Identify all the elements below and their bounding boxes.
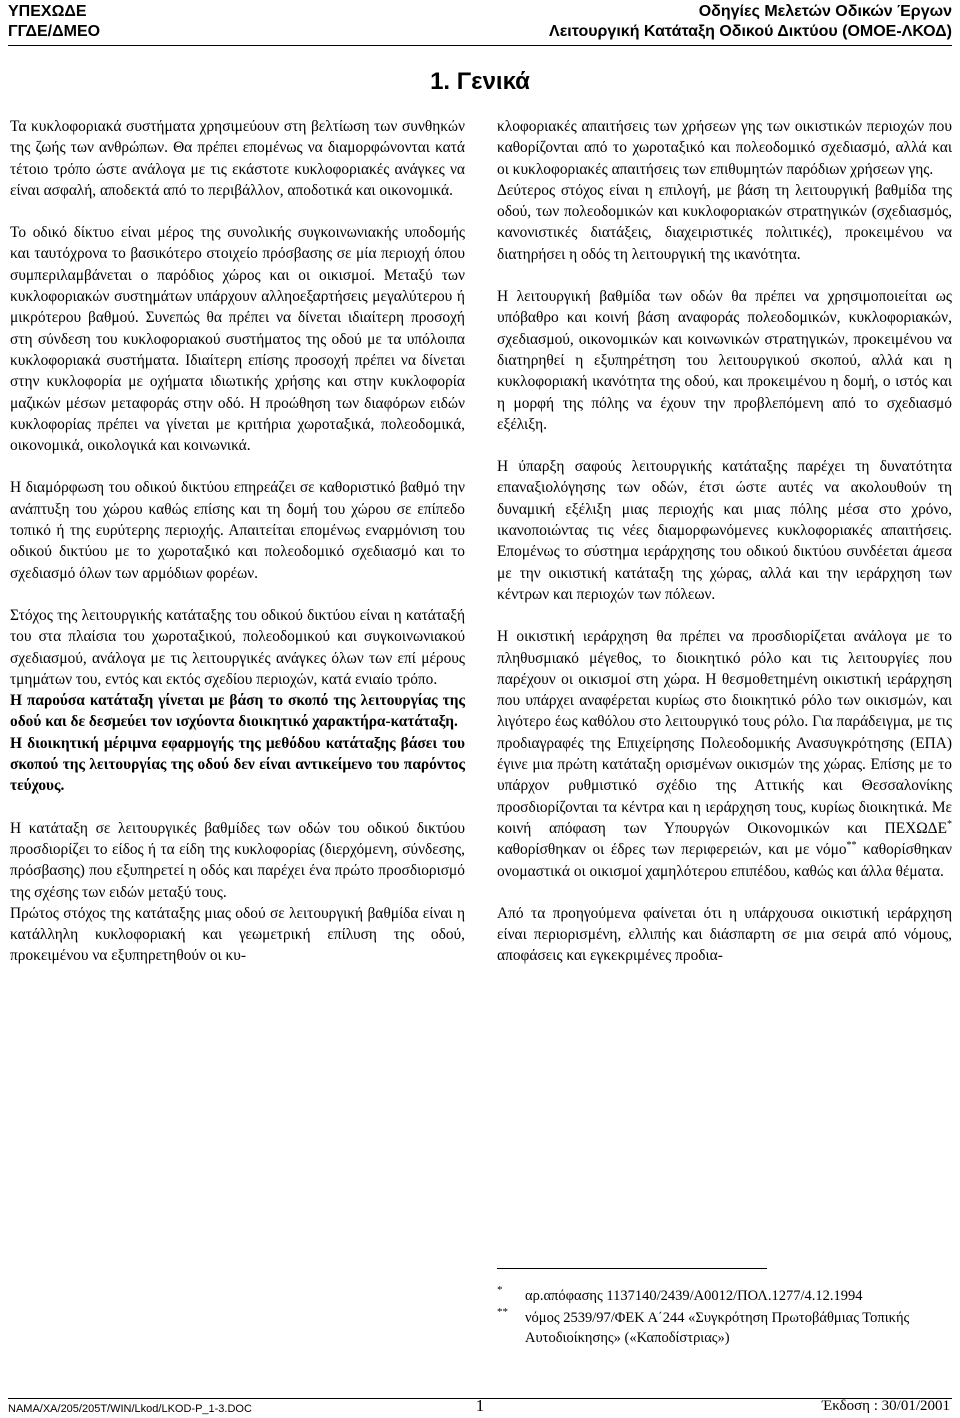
- bold-paragraph: Η διοικητική μέριμνα εφαρμογής της μεθόδου κατάταξης βάσει του σκοπού της λειτουργίας της οδού δεν είναι αντικείμενο του παρόντος τεύχους.: [10, 734, 465, 795]
- text-run: καθορίσθηκαν ονομαστικά οι οικισμοί χαμηλότερου επιπέδου, καθώς και άλλα θέματα.: [497, 841, 952, 880]
- footnote: [497, 1286, 952, 1306]
- paragraph-with-footnotes: [497, 626, 952, 882]
- paragraph: Η λειτουργική βαθμίδα των οδών θα πρέπει να χρησιμοποιείται ως υπόβαθρο και κοινή βάση αναφοράς πολεοδομικών, κυκλοφοριακών, σχεδιασμού, οικονομικών και κοινωνικών στρατηγικών, προκειμένου να διατηρηθεί η εξυπηρέτηση του λειτουργικού σκοπού, αλλά και η κυκλοφοριακή ικανότητα της οδού, και προκειμένου η δομή, ο ιστός και η μορφή της πόλης να έχουν την προβλεπόμενη από το σχεδιασμό εξέλιξη.: [497, 288, 952, 433]
- bold-paragraph: Η παρούσα κατάταξη γίνεται με βάση το σκοπό της λειτουργίας της οδού και δε δεσμεύει τον ισχύοντα διοικητικό χαρακτήρα-κατάταξη.: [10, 692, 465, 731]
- header-organization: [8, 2, 100, 42]
- header-org-line2: ΓΓΔΕ/ΔΜΕΟ: [8, 23, 101, 40]
- paragraph: Η ύπαρξη σαφούς λειτουργικής κατάταξης παρέχει τη δυνατότητα επαναξιολόγησης των οδών, έτσι ώστε αυτές να ακολουθούν τη δυναμική εξέλιξη μιας περιοχής και μιας πόλης μέσα στο χρόνο, ικανοποιώντας τις νέες διαμορφωνόμενες κυκλοφοριακές απαιτήσεις. Επομένως το σύστημα ιεράρχησης του οδικού δικτύου συνδέεται άμεσα με την οικιστική κατάταξη της χώρας, αλλά και την ιεράρχηση των κέντρων και περιοχών των πόλεων.: [497, 458, 952, 603]
- paragraph: Στόχος της λειτουργικής κατάταξης του οδικού δικτύου είναι η κατάταξή του στα πλαίσια του χωροταξικού, πολεοδομικού και συγκοινωνιακού σχεδιασμού, ανάλογα με τις λειτουργικές ανάγκες όλων των επί μέρους τμημάτων του, εντός και εκτός σχεδίου περιοχών, κατά ενιαίο τρόπο.: [10, 606, 465, 688]
- paragraph: Η διαμόρφωση του οδικού δικτύου επηρεάζει σε καθοριστικό βαθμό την ανάπτυξη του χώρου καθώς επίσης και τη δομή του χώρου σε επίπεδο τοπικό ή της ευρύτερης περιοχής. Απαιτείται επομένως εναρμόνιση του οδικού δικτύου με το χωροταξικό και πολεοδομικό σχεδιασμό και το σχεδιασμό όλων των αρμόδιων φορέων.: [10, 479, 465, 582]
- paragraph: Η κατάταξη σε λειτουργικές βαθμίδες των οδών του οδικού δικτύου προσδιορίζει το είδος ή τα είδη της κυκλοφορίας (διερχόμενη, σύνδεσης, πρόσβασης) που εξυπηρετεί η οδός και παρέχει ένα πρώτο προσδιορισμό της σχέσης των ειδών μεταξύ τους.: [10, 819, 465, 901]
- text-run: Η οικιστική ιεράρχηση θα πρέπει να προσδιορίζεται ανάλογα με το πληθυσμιακό μέγεθος, το διοικητικό ρόλο και τις λειτουργίες που παρέχουν οι οικισμοί στη χώρα. Η θεσμοθετημένη οικιστική ιεράρχηση που υπάρχει αναφέρεται κυρίως στο διοικητικό ρόλο των οικισμών, και λιγότερο έως καθόλου στο λειτουργικό τους ρόλο. Για παράδειγμα, με τις προδιαγραφές της Επιχείρησης Πολεοδομικής Ανασυγκρότησης (ΕΠΑ) έγινε μια πρώτη κατάταξη ορισμένων οικισμών της χώρας. Επίσης με το υπάρχον ρυθμιστικό σχέδιο της Αττικής και Θεσσαλονίκης προσδιορίζονται τα κέντρα και η ιεράρχηση τους, κυρίως διοικητικά. Με κοινή απόφαση των Υπουργών Οικονομικών και ΠΕΧΩΔΕ: [497, 628, 952, 837]
- header-title-line2: Λειτουργική Κατάταξη Οδικού Δικτύου (ΟΜΟΕ-ΛΚΟΔ): [549, 23, 952, 40]
- section-title: 1. Γενικά: [430, 68, 530, 95]
- footnote-text: αρ.απόφασης 1137140/2439/Α0012/ΠΟΛ.1277/4.12.1994: [525, 1288, 863, 1304]
- header-divider: [8, 45, 952, 46]
- left-column: [10, 116, 465, 967]
- paragraph: Δεύτερος στόχος είναι η επιλογή, με βάση τη λειτουργική βαθμίδα της οδού, των πολεοδομικών και κυκλοφοριακών στρατηγικών (σχεδιασμός, κανονιστικές διατάξεις, διαχειριστικές πολιτικές), προκειμένου να διατηρήσει η οδός τη λειτουργική της ικανότητα.: [497, 181, 952, 263]
- header-document-title: [549, 2, 952, 42]
- header-title-line1: Οδηγίες Μελετών Οδικών Έργων: [698, 3, 952, 20]
- paragraph: Από τα προηγούμενα φαίνεται ότι η υπάρχουσα οικιστική ιεράρχηση είναι περιορισμένη, ελλιπής και διάσπαρτη σε μια σειρά από νόμους, αποφάσεις και εγκεκριμένες προδια-: [497, 904, 952, 965]
- footer-edition-date: Έκδοση : 30/01/2001: [821, 1398, 950, 1414]
- footer-file-path: NAMA/XA/205/205T/WIN/Lkod/LKOD-P_1-3.DOC: [8, 1403, 252, 1415]
- footnote: [497, 1308, 952, 1348]
- footer-page-number: 1: [475, 1396, 485, 1415]
- right-column: [497, 116, 952, 967]
- footnote-text: νόμος 2539/97/ΦΕΚ Α΄244 «Συγκρότηση Πρωτοβάθμιας Τοπικής Αυτοδιοίκησης» («Καποδίστριας»): [525, 1310, 910, 1346]
- footnote-divider: [497, 1268, 767, 1269]
- text-run: καθορίσθηκαν οι έδρες των περιφερειών, και με νόμο: [497, 841, 847, 859]
- footnote-ref: **: [846, 840, 857, 852]
- paragraph: Το οδικό δίκτυο είναι μέρος της συνολικής συγκοινωνιακής υποδομής και ταυτόχρονα το βασικότερο στοιχείο πρόσβασης σε μία περιοχή όπου συμπεριλαμβάνεται ο παρόδιος χώρος και οι οικισμοί. Μεταξύ των κυκλοφοριακών συστημάτων υπάρχουν αλληοεξαρτήσεις μεγαλύτερου ή μικρότερου βαθμού. Συνεπώς θα πρέπει να δίνεται ιδιαίτερη προσοχή στη σύνδεση του κυκλοφοριακού συστήματος της οδού με τα υπόλοιπα κυκλοφοριακά συστήματα. Ιδιαίτερη επίσης προσοχή πρέπει να δίνεται στην κυκλοφορία με οχήματα ιδιωτικής χρήσης και στην κυκλοφορία μαζικών μέσων μεταφοράς στην οδό. Η προώθηση των διαφόρων ειδών κυκλοφορίας πρέπει να γίνεται με κριτήρια χωροταξικά, πολεοδομικά, οικονομικά, οικολογικά και κοινωνικά.: [10, 224, 465, 455]
- header-org-line1: ΥΠΕΧΩΔΕ: [8, 3, 87, 20]
- paragraph: κλοφοριακές απαιτήσεις των χρήσεων γης των οικιστικών περιοχών που καθορίζονται από το χωροταξικό και πολεοδομικό σχεδιασμό, αλλά και οι κυκλοφοριακές απαιτήσεις των επιθυμητών παρόδιων χρήσεων γης.: [497, 118, 952, 178]
- footnote-mark: *: [497, 1284, 503, 1296]
- footnote-ref: *: [947, 818, 952, 830]
- paragraph: Τα κυκλοφοριακά συστήματα χρησιμεύουν στη βελτίωση των συνθηκών της ζωής των ανθρώπων. Θα πρέπει επομένως να διαμορφώνονται κατά τέτοιο τρόπο ώστε ανάλογα με τις εκάστοτε κυκλοφοριακές ανάγκες να είναι ασφαλή, αποδεκτά από το περιβάλλον, αποδοτικά και οικονομικά.: [10, 118, 465, 199]
- paragraph: Πρώτος στόχος της κατάταξης μιας οδού σε λειτουργική βαθμίδα είναι η κατάλληλη κυκλοφοριακή και γεωμετρική επίλυση της οδού, προκειμένου να εξυπηρετηθούν οι κυ-: [10, 904, 465, 965]
- footnote-mark: **: [497, 1306, 508, 1318]
